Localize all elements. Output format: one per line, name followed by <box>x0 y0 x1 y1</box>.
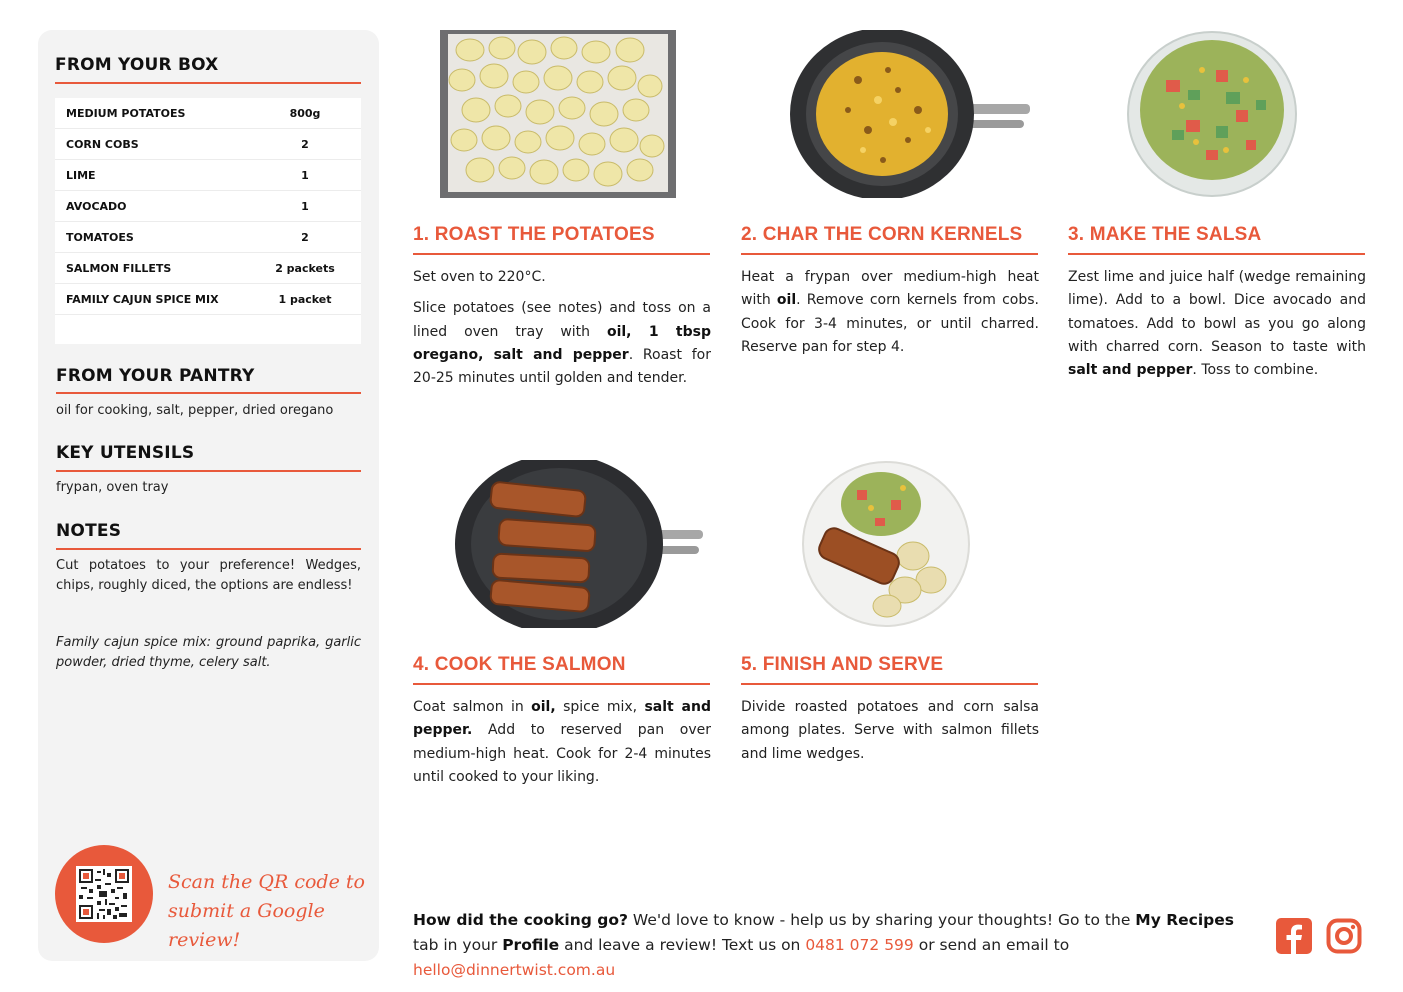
ingredient-name: MEDIUM POTATOES <box>66 106 186 120</box>
notes-title: NOTES <box>56 521 122 541</box>
text: or send an email to <box>913 936 1070 954</box>
qr-code-icon <box>79 869 129 919</box>
step-2-body <box>741 266 1039 367</box>
facebook-icon[interactable] <box>1276 918 1312 954</box>
pantry-title: FROM YOUR PANTRY <box>56 366 255 386</box>
step-3-line <box>1068 266 1366 382</box>
bold-text: oil, 1 tbsp oregano, salt and pepper <box>413 323 711 363</box>
salsa-bowl-photo <box>1126 30 1298 198</box>
divider <box>56 470 361 472</box>
instagram-icon[interactable] <box>1326 918 1362 954</box>
spice-mix-note: Family cajun spice mix: ground paprika, garlic powder, dried thyme, celery salt. <box>56 635 361 670</box>
salmon-pan-photo <box>455 460 703 628</box>
divider <box>741 683 1038 685</box>
roast-potatoes-photo <box>440 30 676 198</box>
profile-label: Profile <box>502 936 560 954</box>
table-row <box>55 253 361 284</box>
step-5-body <box>741 696 1039 774</box>
divider <box>56 548 361 550</box>
bold-text: salt and pepper. <box>413 699 711 739</box>
table-row <box>55 284 361 315</box>
step-2-title: 2. CHAR THE CORN KERNELS <box>741 224 1023 245</box>
ingredient-name: AVOCADO <box>66 199 127 213</box>
bold-text: oil <box>776 292 797 309</box>
qr-code[interactable] <box>76 866 132 922</box>
step-3-title: 3. MAKE THE SALSA <box>1068 224 1262 245</box>
text: Slice potatoes (see notes) and toss on a lined oven tray with <box>413 300 711 340</box>
plated-dish-photo <box>801 460 971 628</box>
qr-caption-line: Scan the QR code to <box>168 871 365 893</box>
step-1-title: 1. ROAST THE POTATOES <box>413 224 655 245</box>
qr-code-badge[interactable] <box>55 845 153 943</box>
divider <box>413 683 710 685</box>
text: We'd love to know - help us by sharing your thoughts! Go to the <box>627 911 1136 929</box>
divider <box>56 392 361 394</box>
ingredient-qty: 1 <box>301 168 309 182</box>
utensils-title: KEY UTENSILS <box>56 443 195 463</box>
sidebar <box>38 30 379 961</box>
box-ingredients-table <box>55 98 361 344</box>
table-row <box>55 191 361 222</box>
bold-text: salt and pepper <box>1068 362 1193 379</box>
text: . Toss to combine. <box>1192 362 1319 379</box>
divider <box>55 82 361 84</box>
text: Add to reserved pan over medium-high heat. Cook for 2-4 minutes until cooked to your liking. <box>413 722 711 785</box>
ingredient-qty: 2 <box>301 230 309 244</box>
ingredient-qty: 2 packets <box>275 261 335 275</box>
step-4-title: 4. COOK THE SALMON <box>413 654 626 675</box>
text: . Remove corn kernels from cobs. Cook for 3-4 minutes, or until charred. Reserve pan for step 4. <box>741 292 1039 355</box>
step-5-title: 5. FINISH AND SERVE <box>741 654 944 675</box>
bold-text: oil, <box>531 699 556 715</box>
table-row <box>55 222 361 253</box>
charred-corn-photo <box>788 30 1030 198</box>
ingredient-qty: 1 packet <box>278 292 332 306</box>
notes-text: Cut potatoes to your preference! Wedges, chips, roughly diced, the options are endless! <box>56 558 361 593</box>
email-link[interactable]: hello@dinnertwist.com.au <box>413 961 616 979</box>
step-4-line <box>413 696 711 789</box>
step-1-body <box>413 266 711 398</box>
divider <box>1068 253 1365 255</box>
qr-caption <box>168 868 368 955</box>
divider <box>413 253 710 255</box>
ingredient-qty: 2 <box>301 137 309 151</box>
step-1-line <box>413 297 711 390</box>
ingredient-qty: 1 <box>301 199 309 213</box>
ingredient-name: FAMILY CAJUN SPICE MIX <box>66 292 219 306</box>
text: spice mix, <box>555 699 645 715</box>
text: and leave a review! Text us on <box>559 936 806 954</box>
step-5-line: Divide roasted potatoes and corn salsa among plates. Serve with salmon fillets and lime wedges. <box>741 699 1039 762</box>
my-recipes-label: My Recipes <box>1135 911 1234 929</box>
table-row <box>55 129 361 160</box>
step-1-line: Set oven to 220°C. <box>413 269 546 285</box>
text: tab in your <box>413 936 503 954</box>
ingredient-name: TOMATOES <box>66 230 134 244</box>
review-footer <box>413 908 1263 983</box>
text: Coat salmon in <box>413 699 532 715</box>
ingredient-name: SALMON FILLETS <box>66 261 172 275</box>
phone-link[interactable]: 0481 072 599 <box>805 936 914 954</box>
pantry-text: oil for cooking, salt, pepper, dried oregano <box>56 403 334 418</box>
ingredient-name: LIME <box>66 168 96 182</box>
step-2-line <box>741 266 1039 359</box>
text: . Roast for 20-25 minutes until golden and tender. <box>413 346 711 387</box>
text: Zest lime and juice half (wedge remaining lime). Add to a bowl. Dice avocado and tomatoes. Add to bowl as you go along with charred corn. Season to taste with <box>1068 269 1366 355</box>
qr-caption-line: submit a Google review! <box>168 900 325 951</box>
utensils-text: frypan, oven tray <box>56 480 169 495</box>
table-row <box>55 98 361 129</box>
footer-question: How did the cooking go? <box>413 911 628 929</box>
ingredient-name: CORN COBS <box>66 137 139 151</box>
step-4-body <box>413 696 711 797</box>
ingredient-qty: 800g <box>289 106 321 120</box>
from-box-title: FROM YOUR BOX <box>55 55 219 75</box>
text: Heat a frypan over medium-high heat with <box>741 269 1039 309</box>
table-row <box>55 160 361 191</box>
step-3-body <box>1068 266 1366 390</box>
divider <box>741 253 1038 255</box>
